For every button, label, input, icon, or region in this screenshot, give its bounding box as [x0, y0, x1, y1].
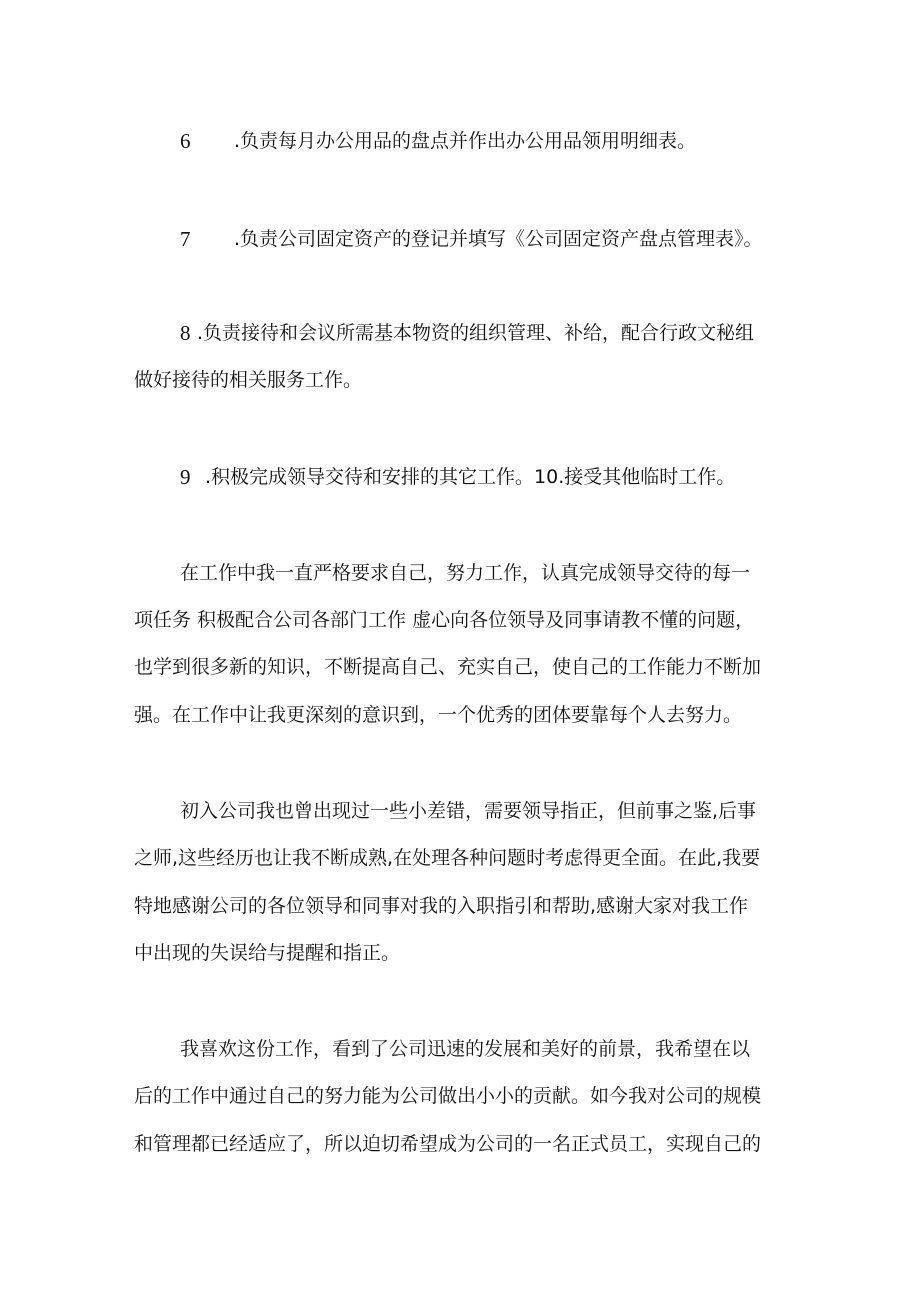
item-number: 9	[180, 465, 191, 489]
paragraph-line: 项任务 积极配合公司各部门工作 虚心向各位领导及同事请教不懂的问题，	[134, 609, 755, 631]
paragraph-line: 之师,这些经历也让我不断成熟,在处理各种问题时考虑得更全面。在此,我要	[134, 847, 761, 869]
paragraph-line: 后的工作中通过自己的努力能为公司做出小小的贡献。如今我对公司的规模	[134, 1085, 762, 1107]
paragraph-line: 也学到很多新的知识，不断提高自己、充实自己，使自己的工作能力不断加	[134, 656, 762, 678]
item-number: 7	[180, 227, 191, 251]
item-text: .积极完成领导交待和安排的其它工作。10.接受其他临时工作。	[205, 466, 736, 488]
item-number: 6	[180, 129, 191, 153]
paragraph-line: 和管理都已经适应了，所以迫切希望成为公司的一名正式员工，实现自己的	[134, 1133, 762, 1155]
paragraph-line: 在工作中我一直严格要求自己，努力工作，认真完成领导交待的每一	[180, 562, 751, 584]
item-text: .负责公司固定资产的登记并填写《公司固定资产盘点管理表》。	[234, 228, 763, 250]
item-number: 8	[180, 321, 191, 345]
paragraph-line: 我喜欢这份工作，看到了公司迅速的发展和美好的前景，我希望在以	[180, 1038, 751, 1060]
paragraph-line: 特地感谢公司的各位领导和同事对我的入职指引和帮助,感谢大家对我工作	[134, 895, 749, 917]
item-text: .负责接待和会议所需基本物资的组织管理、补给，配合行政文秘组	[197, 322, 755, 344]
paragraph-line: 强。在工作中让我更深刻的意识到，一个优秀的团体要靠每个人去努力。	[134, 704, 743, 726]
item-text: 做好接待的相关服务工作。	[134, 369, 363, 391]
paragraph-line: 中出现的失误给与提醒和指正。	[134, 942, 401, 964]
paragraph-line: 初入公司我也曾出现过一些小差错，需要领导指正，但前事之鉴,后事	[180, 800, 757, 822]
item-text: .负责每月办公用品的盘点并作出办公用品领用明细表。	[234, 130, 697, 152]
